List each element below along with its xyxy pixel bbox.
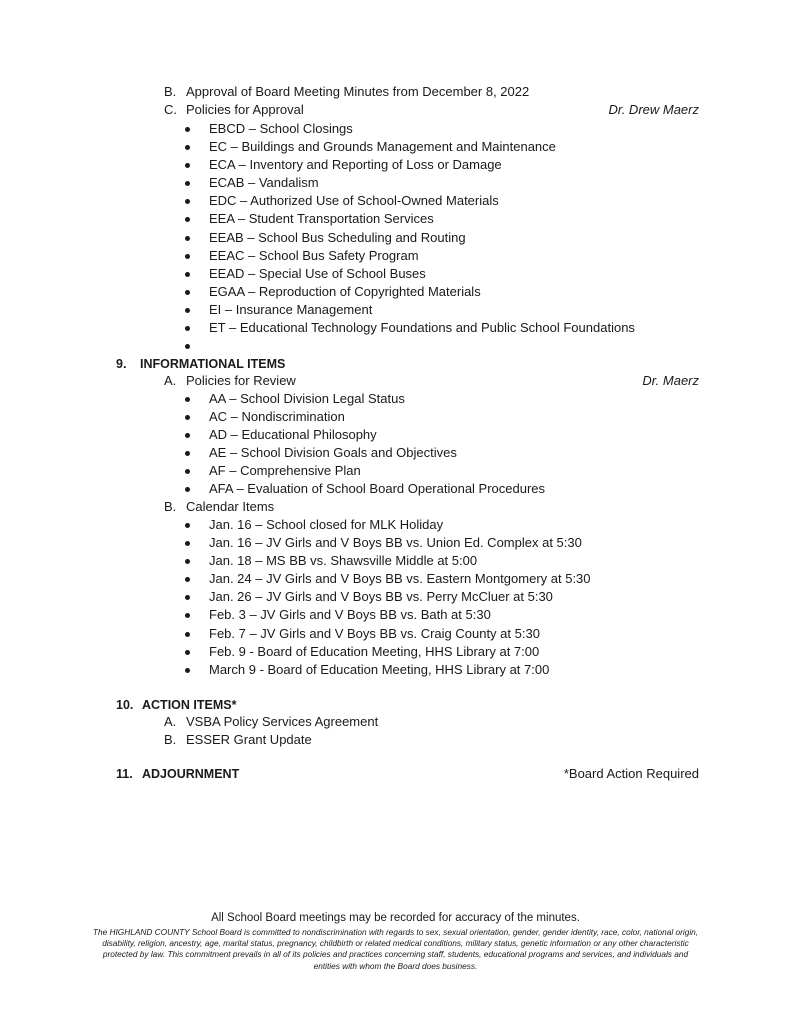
bullet-item xyxy=(182,588,591,606)
item-label: Policies for Approval xyxy=(186,102,304,117)
bullet-item xyxy=(182,283,635,301)
bullet-item xyxy=(182,643,591,661)
bullet-icon xyxy=(185,632,190,637)
bullet-icon xyxy=(185,163,190,168)
bullet-icon xyxy=(185,487,190,492)
bullet-icon xyxy=(185,308,190,313)
bullet-item xyxy=(182,408,545,426)
policies-for-review-list xyxy=(182,390,545,499)
bullet-icon xyxy=(185,523,190,528)
bullet-text: ECAB – Vandalism xyxy=(209,175,319,191)
item-letter: B. xyxy=(164,732,177,747)
bullet-icon xyxy=(185,451,190,456)
bullet-item xyxy=(182,462,545,480)
bullet-text: ET – Educational Technology Foundations and Public School Foundations xyxy=(209,320,635,336)
section-number: 11. xyxy=(116,767,133,781)
bullet-icon xyxy=(185,595,190,600)
bullet-text: Jan. 16 – JV Girls and V Boys BB vs. Union Ed. Complex at 5:30 xyxy=(209,535,582,551)
bullet-text: EEA – Student Transportation Services xyxy=(209,211,434,227)
bullet-text: Feb. 3 – JV Girls and V Boys BB vs. Bath at 5:30 xyxy=(209,607,491,623)
action-item-b xyxy=(164,731,312,749)
bullet-item xyxy=(182,625,591,643)
nondiscrimination-statement: The HIGHLAND COUNTY School Board is committed to nondiscrimination with regards to sex, sexual orientation, gender, gender identity, race, color, national origin, disability, religion, ancestry, age, marital status, pregnancy, childbirth or related medical conditions, military status, genetic information or any other characteristic protected by law. This commitment prevails in all of its policies and practices concerning staff, students, educational programs and services, and individuals and entities with whom the Board does business. xyxy=(92,927,699,971)
bullet-icon xyxy=(185,397,190,402)
bullet-text: Jan. 24 – JV Girls and V Boys BB vs. Eastern Montgomery at 5:30 xyxy=(209,571,591,587)
bullet-item xyxy=(182,138,635,156)
bullet-text: EGAA – Reproduction of Copyrighted Materials xyxy=(209,283,481,299)
item-label: VSBA Policy Services Agreement xyxy=(186,714,379,729)
bullet-icon xyxy=(185,254,190,259)
bullet-item xyxy=(182,661,591,679)
bullet-icon xyxy=(185,145,190,150)
bullet-text: EBCD – School Closings xyxy=(209,121,353,136)
bullet-text: EEAC – School Bus Safety Program xyxy=(209,247,419,263)
bullet-icon xyxy=(185,272,190,277)
bullet-text: EDC – Authorized Use of School-Owned Materials xyxy=(209,193,499,209)
bullet-item xyxy=(182,552,591,570)
bullet-text: AF – Comprehensive Plan xyxy=(209,463,361,479)
bullet-item xyxy=(182,229,635,247)
bullet-icon xyxy=(185,217,190,222)
bullet-text: Jan. 18 – MS BB vs. Shawsville Middle at 5:00 xyxy=(209,553,478,569)
item-label: Calendar Items xyxy=(186,499,275,514)
consent-item-b xyxy=(164,83,529,101)
bullet-item xyxy=(182,337,635,355)
bullet-icon xyxy=(185,326,190,331)
bullet-item xyxy=(182,480,545,498)
bullet-icon xyxy=(185,613,190,618)
bullet-item xyxy=(182,247,635,265)
item-letter: B. xyxy=(164,84,177,99)
bullet-text: Feb. 7 – JV Girls and V Boys BB vs. Craig County at 5:30 xyxy=(209,625,540,641)
bullet-item xyxy=(182,426,545,444)
bullet-item xyxy=(182,534,591,552)
item-label: ESSER Grant Update xyxy=(186,732,312,747)
bullet-text: AFA – Evaluation of School Board Operational Procedures xyxy=(209,481,546,497)
informational-item-b xyxy=(164,498,274,516)
bullet-text: EI – Insurance Management xyxy=(209,301,373,317)
section-title: INFORMATIONAL ITEMS xyxy=(140,357,286,371)
item-label: Approval of Board Meeting Minutes from December 8, 2022 xyxy=(186,84,530,99)
bullet-item xyxy=(182,319,635,337)
bullet-icon xyxy=(185,127,190,132)
section-number: 9. xyxy=(116,357,127,371)
bullet-text: AD – Educational Philosophy xyxy=(209,427,377,443)
bullet-text: Jan. 16 – School closed for MLK Holiday xyxy=(209,517,444,532)
consent-item-c xyxy=(164,101,304,119)
bullet-text: EEAD – Special Use of School Buses xyxy=(209,265,426,281)
item-letter: A. xyxy=(164,714,177,729)
bullet-item xyxy=(182,120,635,138)
bullet-text: AA – School Division Legal Status xyxy=(209,391,405,406)
bullet-icon xyxy=(185,415,190,420)
item-label: Policies for Review xyxy=(186,373,296,388)
informational-item-a xyxy=(164,372,296,390)
section-heading-informational xyxy=(116,355,285,373)
item-letter: B. xyxy=(164,499,177,514)
section-title: ADJOURNMENT xyxy=(142,767,240,781)
bullet-icon xyxy=(185,668,190,673)
bullet-text: Feb. 9 - Board of Education Meeting, HHS Library at 7:00 xyxy=(209,643,540,659)
action-item-a xyxy=(164,713,378,731)
bullet-icon xyxy=(185,433,190,438)
bullet-icon xyxy=(185,236,190,241)
bullet-icon xyxy=(185,181,190,186)
bullet-text: March 9 - Board of Education Meeting, HHS Library at 7:00 xyxy=(209,661,550,677)
bullet-icon xyxy=(185,650,190,655)
bullet-text: Jan. 26 – JV Girls and V Boys BB vs. Perry McCluer at 5:30 xyxy=(209,589,553,605)
bullet-text: AC – Nondiscrimination xyxy=(209,409,345,425)
calendar-items-list xyxy=(182,516,591,679)
bullet-icon xyxy=(185,577,190,582)
board-action-note: *Board Action Required xyxy=(563,766,699,781)
bullet-item xyxy=(182,301,635,319)
bullet-icon xyxy=(185,469,190,474)
bullet-icon xyxy=(185,559,190,564)
presenter-name: Dr. Drew Maerz xyxy=(608,102,699,117)
bullet-item xyxy=(182,210,635,228)
presenter-name: Dr. Maerz xyxy=(642,373,699,388)
bullet-item xyxy=(182,444,545,462)
bullet-item xyxy=(182,606,591,624)
section-heading-adjournment xyxy=(116,765,239,783)
bullet-icon xyxy=(185,541,190,546)
bullet-text: AE – School Division Goals and Objectives xyxy=(209,445,457,461)
section-title: ACTION ITEMS* xyxy=(142,698,237,712)
section-heading-action xyxy=(116,696,236,714)
policies-for-approval-list xyxy=(182,120,635,355)
bullet-item xyxy=(182,156,635,174)
bullet-icon xyxy=(185,199,190,204)
bullet-icon xyxy=(185,290,190,295)
bullet-item xyxy=(182,390,545,408)
bullet-item xyxy=(182,570,591,588)
bullet-icon xyxy=(185,344,190,349)
section-number: 10. xyxy=(116,698,134,712)
item-letter: C. xyxy=(164,102,177,117)
bullet-text: EC – Buildings and Grounds Management and Maintenance xyxy=(209,139,556,155)
bullet-text: ECA – Inventory and Reporting of Loss or Damage xyxy=(209,157,502,173)
bullet-item xyxy=(182,192,635,210)
item-letter: A. xyxy=(164,373,177,388)
bullet-item xyxy=(182,516,591,534)
bullet-item xyxy=(182,174,635,192)
recording-notice: All School Board meetings may be recorded for accuracy of the minutes. xyxy=(211,912,580,924)
bullet-item xyxy=(182,265,635,283)
bullet-text: EEAB – School Bus Scheduling and Routing xyxy=(209,229,466,245)
